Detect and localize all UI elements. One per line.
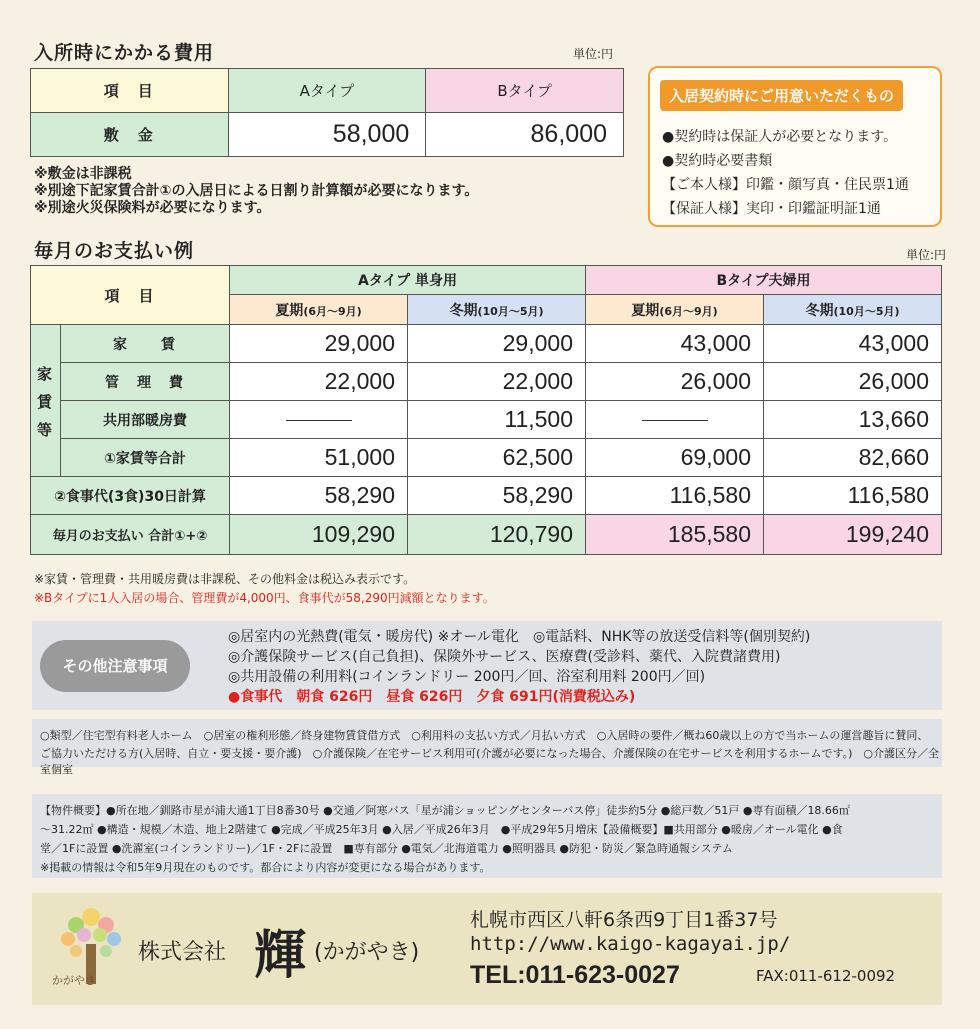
- other-line: ◎介護保険サービス(自己負担)、保険外サービス、医療費(受診料、薬代、入院費諸費用): [228, 649, 781, 665]
- cell: 116,580: [764, 477, 942, 515]
- cell: 69,000: [586, 439, 764, 477]
- dash-cell: [230, 401, 408, 439]
- entry-note: ※別途火災保険料が必要になります。: [34, 200, 271, 216]
- cell: 22,000: [408, 363, 586, 401]
- group-label: 家 賃 等: [31, 325, 61, 477]
- cell: 120,790: [408, 515, 586, 555]
- monthly-header-item: 項 目: [31, 266, 230, 325]
- logo-text: かがやき: [52, 974, 96, 987]
- entry-header-b: Bタイプ: [426, 69, 624, 113]
- entry-title: 入所時にかかる費用: [34, 42, 215, 64]
- monthly-note: ※家賃・管理費・共用暖房費は非課税、その他料金は税込み表示です。: [34, 572, 416, 586]
- cell: 26,000: [586, 363, 764, 401]
- other-notes: [32, 621, 942, 710]
- info-line: ○類型／住宅型有料老人ホーム ○居室の権利形態／終身建物賃貸借方式 ○利用料の支払い方式／月払い方式 ○入居時の要件／概ね60歳以上の方で当ホームの運営趣旨に賛同、: [40, 729, 929, 742]
- entry-notes: [34, 166, 478, 217]
- info-line: 堂／1Fに設置 ●洗濯室(コインランドリー)／1F・2Fに設置 ■専有部分 ●電気／北海道電力 ●照明器具 ●防犯・防災／緊急時通報システム: [40, 842, 733, 855]
- prepare-line: 【ご本人様】印鑑・顔写真・住民票1通: [662, 177, 909, 193]
- company-name: 輝: [254, 925, 307, 986]
- other-line: ◎共用設備の利用料(コインランドリー 200円／回、浴室利用料 200円／回): [228, 669, 706, 685]
- company-url: http://www.kaigo-kagayai.jp/: [470, 933, 791, 955]
- col-a-summer: 夏期(6月～9月): [230, 295, 408, 325]
- cell: 43,000: [764, 325, 942, 363]
- col-b-winter: 冬期(10月～5月): [764, 295, 942, 325]
- monthly-header-b: Bタイプ夫婦用: [586, 266, 942, 295]
- company-fax: FAX:011-612-0092: [756, 967, 896, 985]
- info-band-2: [32, 794, 942, 878]
- entry-value-b: 86,000: [426, 113, 624, 157]
- cell: 13,660: [764, 401, 942, 439]
- other-pill: その他注意事項: [40, 640, 190, 692]
- cell: 58,290: [230, 477, 408, 515]
- cell: 11,500: [408, 401, 586, 439]
- cell: 199,240: [764, 515, 942, 555]
- entry-unit: 単位:円: [573, 47, 614, 61]
- cell: 29,000: [408, 325, 586, 363]
- row-label-heating: 共用部暖房費: [61, 401, 230, 439]
- cell: 29,000: [230, 325, 408, 363]
- entry-value-a: 58,000: [228, 113, 426, 157]
- cell: 62,500: [408, 439, 586, 477]
- prepare-line: ●契約時必要書類: [662, 153, 773, 169]
- dash-cell: [586, 401, 764, 439]
- info-band-1: [32, 719, 942, 776]
- prepare-line: ●契約時は保証人が必要となります。: [662, 129, 898, 145]
- info-line: 【物件概要】●所在地／釧路市星が浦大通1丁目8番30号 ●交通／阿寒バス「星が浦ショッピングセンターバス停」徒歩約5分 ●総戸数／51戸 ●専有面積／18.66㎡: [40, 804, 850, 817]
- entry-note: ※別途下記家賃合計①の入居日による日割り計算額が必要になります。: [34, 183, 479, 199]
- entry-header-a: Aタイプ: [228, 69, 426, 113]
- monthly-unit: 単位:円: [906, 248, 947, 262]
- cell: 51,000: [230, 439, 408, 477]
- col-b-summer: 夏期(6月～9月): [586, 295, 764, 325]
- info-line: ご協力いただける方(入居時、自立・要支援・要介護) ○介護保険／在宅サービス利用可(介護が必要になった場合、介護保険の在宅サービスを利用するホームです。) ○介護区分／全室個室: [40, 747, 939, 776]
- cell: 43,000: [586, 325, 764, 363]
- monthly-header-a: Aタイプ 単身用: [230, 266, 586, 295]
- company-tel: TEL:011-623-0027: [470, 961, 680, 989]
- cell: 22,000: [230, 363, 408, 401]
- prepare-title: 入居契約時にご用意いただくもの: [660, 80, 903, 111]
- company-prefix: 株式会社: [138, 940, 227, 965]
- cell: 82,660: [764, 439, 942, 477]
- cell: 58,290: [408, 477, 586, 515]
- monthly-table: [30, 265, 942, 555]
- entry-table: [30, 68, 624, 157]
- company-address: 札幌市西区八軒6条西9丁目1番37号: [470, 909, 778, 931]
- other-meal: ●食事代 朝食 626円 昼食 626円 夕食 691円(消費税込み): [228, 689, 636, 705]
- monthly-note-red: ※Bタイプに1人入居の場合、管理費が4,000円、食事代が58,290円減額となります。: [34, 591, 495, 605]
- cell: 26,000: [764, 363, 942, 401]
- monthly-title: 毎月のお支払い例: [34, 240, 195, 262]
- company-footer: [32, 893, 942, 1005]
- other-line: ◎居室内の光熱費(電気・暖房代) ※オール電化 ◎電話料、NHK等の放送受信料等(個別契約): [228, 629, 811, 645]
- entry-header-item: 項 目: [31, 69, 229, 113]
- cell: 109,290: [230, 515, 408, 555]
- prepare-line: 【保証人様】実印・印鑑証明証1通: [662, 201, 881, 217]
- cell: 116,580: [586, 477, 764, 515]
- col-a-winter: 冬期(10月～5月): [408, 295, 586, 325]
- row-label-management: 管 理 費: [61, 363, 230, 401]
- row-label-total: 毎月のお支払い 合計①+②: [31, 515, 230, 555]
- company-reading: (かがやき): [314, 940, 420, 965]
- prepare-box: [648, 66, 942, 227]
- row-label-subtotal: ①家賃等合計: [61, 439, 230, 477]
- info-line: ～31.22㎡ ●構造・規模／木造、地上2階建て ●完成／平成25年3月 ●入居／平成26年3月 ●平成29年5月増床【設備概要】■共用部分 ●暖房／オール電化 ●食: [40, 823, 843, 836]
- row-label-meal: ②食事代(3食)30日計算: [31, 477, 230, 515]
- entry-note: ※敷金は非課税: [34, 166, 132, 182]
- info-line: ※掲載の情報は令和5年9月現在のものです。都合により内容が変更になる場合があります。: [40, 861, 491, 874]
- row-label-rent: 家 賃: [61, 325, 230, 363]
- entry-row-label: 敷 金: [31, 113, 229, 157]
- cell: 185,580: [586, 515, 764, 555]
